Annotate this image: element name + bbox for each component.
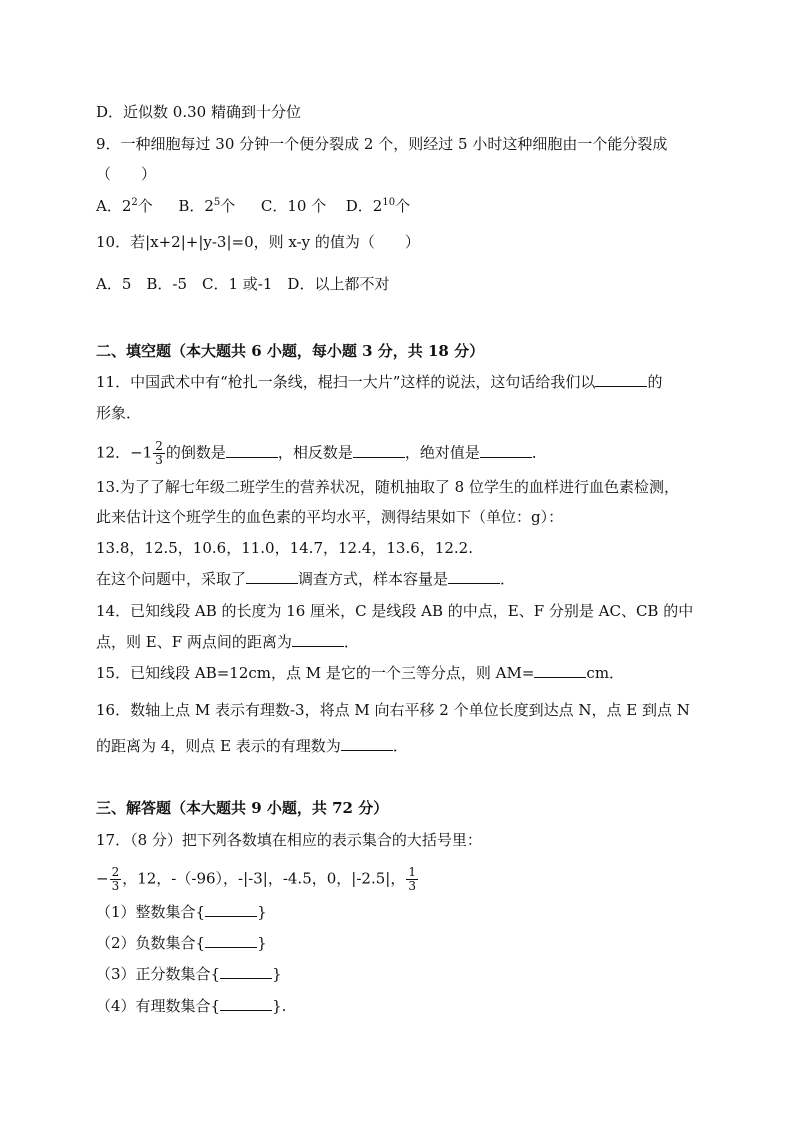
q17-stem: 17．（8 分）把下列各数填在相应的表示集合的大括号里： — [96, 831, 482, 849]
q9-opt-d: D．$2^{10}$个 — [345, 197, 411, 215]
q9-paren: （ ） — [96, 165, 157, 183]
q13-line4: 在这个问题中，采取了 调查方式，样本容量是 ． — [96, 570, 516, 588]
q16-line1: 16．数轴上点 M 表示有理数-3，将点 M 向右平移 2 个单位长度到达点 N，点 E 到点 N — [96, 701, 690, 719]
answer-blank[interactable] — [226, 443, 278, 458]
q8-option-d: D．近似数 0.30 精确到十分位 — [96, 103, 301, 121]
q9-opt-c: C．10 个 — [260, 197, 327, 215]
answer-blank[interactable] — [292, 632, 344, 647]
answer-blank[interactable] — [205, 902, 257, 917]
q9-options — [96, 196, 410, 216]
q12: 12．−1 $\frac{2}{3}$ 的倒数是 ，相反数是 ，绝对值是 ． — [96, 439, 547, 467]
answer-blank[interactable] — [595, 372, 647, 387]
q15: 15．已知线段 AB=12cm，点 M 是它的一个三等分点，则 AM= cm． — [96, 664, 625, 682]
answer-blank[interactable] — [246, 569, 298, 584]
answer-blank[interactable] — [341, 736, 393, 751]
q17-set-3: （3）正分数集合{ } — [96, 965, 282, 983]
q14-line2: 点，则 E、F 两点间的距离为 ． — [96, 633, 359, 651]
q13-line2: 此来估计这个班学生的血色素的平均水平，测得结果如下（单位：g）： — [96, 508, 564, 526]
q9-stem: 9．一种细胞每过 30 分钟一个便分裂成 2 个，则经过 5 小时这种细胞由一个能分裂成 — [96, 135, 668, 153]
q14-line1: 14．已知线段 AB 的长度为 16 厘米，C 是线段 AB 的中点，E、F 分别是 AC、CB 的中 — [96, 602, 694, 620]
q17-fraction-2: $\frac{1}{3}$ — [408, 865, 416, 893]
q17-set-1: （1）整数集合{ } — [96, 903, 267, 921]
q17-set-4: （4）有理数集合{ }. — [96, 997, 287, 1015]
q11-line1: 11．中国武术中有“枪扎一条线，棍扫一大片”这样的说法，这句话给我们以 的 — [96, 373, 663, 391]
answer-blank[interactable] — [448, 569, 500, 584]
q17-set-2: （2）负数集合{ } — [96, 934, 267, 952]
q17-numbers: − $\frac{2}{3}$ ，12，-（-96），-|-3|，-4.5，0，|-2.5|， $\frac{1}{3}$ — [96, 865, 416, 893]
answer-blank[interactable] — [534, 663, 586, 678]
section3-title: 三、解答题（本大题共 9 小题，共 72 分） — [96, 799, 389, 817]
q17-fraction-1: $\frac{2}{3}$ — [111, 865, 120, 893]
answer-blank[interactable] — [220, 996, 272, 1011]
q9-opt-a: A．$2^2$个 — [96, 197, 153, 215]
q16-line2: 的距离为 4，则点 E 表示的有理数为 ． — [96, 737, 408, 755]
q12-fraction: $\frac{2}{3}$ — [155, 439, 163, 467]
answer-blank[interactable] — [205, 933, 257, 948]
q10-options: A．5 B．-5 C．1 或-1 D．以上都不对 — [96, 275, 390, 293]
q13-data: 13.8，12.5，10.6，11.0，14.7，12.4，13.6，12.2. — [96, 539, 473, 557]
answer-blank[interactable] — [220, 964, 272, 979]
q13-line1: 13.为了了解七年级二班学生的营养状况，随机抽取了 8 位学生的血样进行血色素检测， — [96, 478, 679, 496]
q11-line2: 形象． — [96, 404, 142, 422]
q10-stem: 10．若|x+2|+|y-3|=0，则 x-y 的值为（ ） — [96, 233, 420, 251]
answer-blank[interactable] — [353, 443, 405, 458]
q9-opt-b: B．$2^5$个 — [178, 197, 236, 215]
section2-title: 二、填空题（本大题共 6 小题，每小题 3 分，共 18 分） — [96, 342, 485, 360]
answer-blank[interactable] — [480, 443, 532, 458]
